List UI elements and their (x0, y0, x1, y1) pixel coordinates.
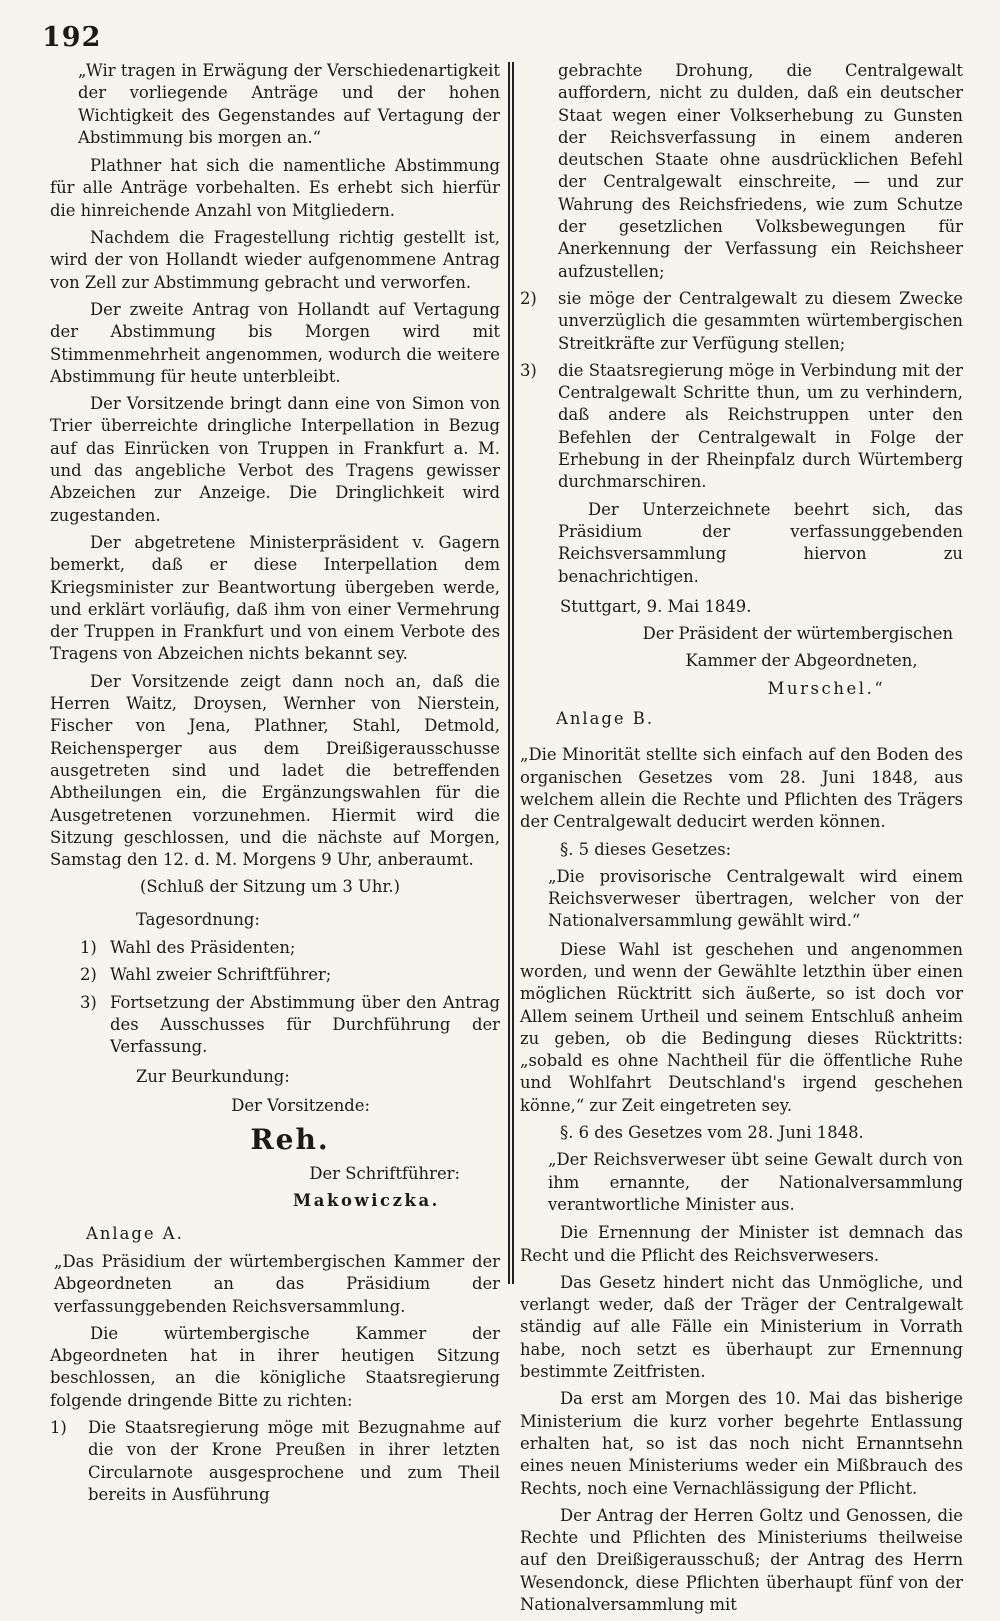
item-text: Wahl des Präsidenten; (110, 937, 296, 957)
agenda-item (80, 937, 500, 959)
certification-label: Zur Beurkundung: (136, 1067, 290, 1087)
left-column (50, 60, 500, 1511)
signature-name: Murschel.“ (767, 678, 886, 698)
secretary-name: Makowiczka. (293, 1191, 440, 1211)
paragraph: Plathner hat sich die namentliche Abstimmung für alle Anträge vorbehalten. Es erhebt sich hierfür die hinreichende Anzahl von Mitgliedern. (50, 156, 500, 220)
column-divider (512, 62, 514, 1284)
item-text: Wahl zweier Schriftführer; (110, 965, 332, 985)
appendix-a-heading: Anlage A. (86, 1223, 184, 1243)
paragraph: Der Antrag der Herren Goltz und Genossen, die Rechte und Pflichten des Ministeriums theilweise auf den Dreißigerausschuß; der Antrag des Herrn Wesendonck, diese Pflichten überhaupt fünf von der Nationalversammlung mit (520, 1505, 963, 1614)
secretary-label: Der Schriftführer: (309, 1164, 460, 1184)
paragraph: Da erst am Morgen des 10. Mai das bisherige Ministerium die kurz vorher begehrte Entlassung erhalten hat, so ist das noch nicht Ernanntsehn eines neuen Ministeriums weder ein Mißbrauch des Rechts, noch eine Vernachlässigung der Pflicht. (520, 1389, 963, 1498)
right-column (520, 60, 963, 1621)
appendix-a-intro: „Das Präsidium der würtembergischen Kammer der Abgeordneten an das Präsidium der verfassunggebenden Reichsversammlung. (54, 1251, 500, 1316)
quote: „Der Reichsverweser übt seine Gewalt durch von ihm ernannte, der Nationalversammlung verantwortliche Minister aus. (548, 1150, 963, 1214)
paragraph: §. 6 des Gesetzes vom 28. Juni 1848. (560, 1123, 864, 1143)
agenda-heading: Tagesordnung: (136, 909, 260, 929)
item-number: 2) (80, 965, 97, 985)
agenda-list (50, 937, 500, 1058)
place-date: Stuttgart, 9. Mai 1849. (560, 596, 752, 616)
appendix-a-item (50, 1417, 500, 1506)
paragraph: Das Gesetz hindert nicht das Unmögliche, und verlangt weder, daß der Träger der Centralgewalt ständig auf alle Fälle ein Ministerium in Vorrath habe, noch setzt es überhaupt zur Ernennung bestimmte Zeitfristen. (520, 1272, 963, 1382)
paragraph: Der zweite Antrag von Hollandt auf Vertagung der Abstimmung bis Morgen wird mit Stimmenmehrheit angenommen, wodurch die weitere Abstimmung für heute unterbleibt. (50, 299, 500, 386)
paragraph: Der Vorsitzende bringt dann eine von Simon von Trier überreichte dringliche Interpellation in Bezug auf das Einrücken von Truppen in Frankfurt a. M. und das angebliche Verbot des Tragens gewisser Abzeichen zur Anzeige. Die Dringlichkeit wird zugestanden. (50, 394, 500, 525)
paragraph: „Wir tragen in Erwägung der Verschiedenartigkeit der vorliegende Anträge und der hohen Wichtigkeit des Gegenstandes auf Vertagung der Abstimmung bis morgen an.“ (78, 61, 500, 147)
signature-line: Kammer der Abgeordneten, (685, 651, 918, 671)
item-text: sie möge der Centralgewalt zu diesem Zwecke unverzüglich die gesammten würtembergischen Streitkräfte zur Verfügung stellen; (558, 288, 963, 353)
chair-label: Der Vorsitzende: (231, 1095, 370, 1115)
chair-name: Reh. (250, 1123, 330, 1157)
agenda-item (80, 992, 500, 1059)
item-text: die Staatsregierung möge in Verbindung mit der Centralgewalt Schritte thun, um zu verhindern, daß andere als Reichstruppen unter den Befehlen der Centralgewalt in Folge der Erhebung in der Rheinpfalz durch Würtemberg durchmarschiren. (558, 360, 963, 492)
paragraph: Nachdem die Fragestellung richtig gestellt ist, wird der von Hollandt wieder aufgenommene Antrag von Zell zur Abstimmung gebracht und verworfen. (50, 228, 500, 292)
item-number: 3) (520, 360, 537, 380)
note: Der Unterzeichnete beehrt sich, das Präsidium der verfassunggebenden Reichsversammlung hiervon zu benachrichtigen. (558, 499, 963, 586)
item-text: Fortsetzung der Abstimmung über den Antrag des Ausschusses für Durchführung der Verfassung. (110, 992, 500, 1057)
session-closing: (Schluß der Sitzung um 3 Uhr.) (140, 877, 401, 897)
agenda-item (80, 964, 500, 986)
appendix-a-text: Die würtembergische Kammer der Abgeordneten hat in ihrer heutigen Sitzung beschlossen, an die königliche Staatsregierung folgende dringende Bitte zu richten: (50, 1323, 500, 1410)
paragraph: Der Vorsitzende zeigt dann noch an, daß die Herren Waitz, Droysen, Wernher von Nierstein, Fischer von Jena, Plathner, Stahl, Detmold, Reichensperger aus dem Dreißigerausschusse ausgetreten sind und ladet die betreffenden Abtheilungen ein, die Ergänzungswahlen für die Ausgetretenen vorzunehmen. Hiermit wird die Sitzung geschlossen, und die nächste auf Morgen, Samstag den 12. d. M. Morgens 9 Uhr, anberaumt. (50, 671, 500, 870)
paragraph: Diese Wahl ist geschehen und angenommen worden, und wenn der Gewählte letzthin über einen möglichen Rücktritt sich äußerte, so ist doch vor Allem seinem Urtheil und seinem Entschluß anheim zu geben, ob die Bedingung dieses Rücktritts: „sobald es ohne Nachtheil für die öffentliche Ruhe und Wohlfahrt Deutschland's irgend geschehen könne,“ zur Zeit eingetreten sey. (520, 939, 963, 1115)
item-number: 1) (50, 1418, 67, 1438)
paragraph: Der abgetretene Ministerpräsident v. Gagern bemerkt, daß er diese Interpellation dem Kriegsminister zur Beantwortung übergeben werde, und erklärt vorläufig, daß ihm von einer Vermehrung der Truppen in Frankfurt und von einem Verbote des Tragens von Abzeichen nichts bekannt sey. (50, 532, 500, 664)
signature-line: Der Präsident der würtembergischen (642, 624, 953, 644)
paragraph: Die Ernennung der Minister ist demnach das Recht und die Pflicht des Reichsverwesers. (520, 1223, 963, 1265)
column-divider (508, 62, 510, 1284)
paragraph-continued: gebrachte Drohung, die Centralgewalt auffordern, nicht zu dulden, daß ein deutscher Staat wegen einer Volkserhebung zu Gunsten der Reichsverfassung in einem anderen deutschen Staate ohne ausdrücklichen Befehl der Centralgewalt einschreite, — und zur Wahrung des Reichsfriedens, wie zum Schutze der gesetzlichen Volksbewegungen für Anerkennung der Verfassung ein Reichsheer aufzustellen; (558, 61, 963, 281)
appendix-a-item (520, 288, 963, 355)
appendix-a-item (520, 360, 963, 494)
item-number: 3) (80, 992, 97, 1012)
appendix-b-heading: Anlage B. (556, 709, 655, 729)
item-number: 1) (80, 937, 97, 957)
paragraph: §. 5 dieses Gesetzes: (560, 839, 732, 859)
item-text: Die Staatsregierung möge mit Bezugnahme auf die von der Krone Preußen in ihrer letzten Circularnote ausgesprochene und zum Theil bereits in Ausführung (88, 1418, 500, 1504)
item-number: 2) (520, 288, 537, 308)
quote: „Die provisorische Centralgewalt wird einem Reichsverweser übertragen, welcher von der Nationalversammlung gewählt wird.“ (548, 866, 963, 931)
paragraph: „Die Minorität stellte sich einfach auf den Boden des organischen Gesetzes vom 28. Juni 1848, aus welchem allein die Rechte und Pflichten des Trägers der Centralgewalt deducirt werden können. (520, 745, 963, 832)
page-number: 192 (42, 22, 102, 53)
